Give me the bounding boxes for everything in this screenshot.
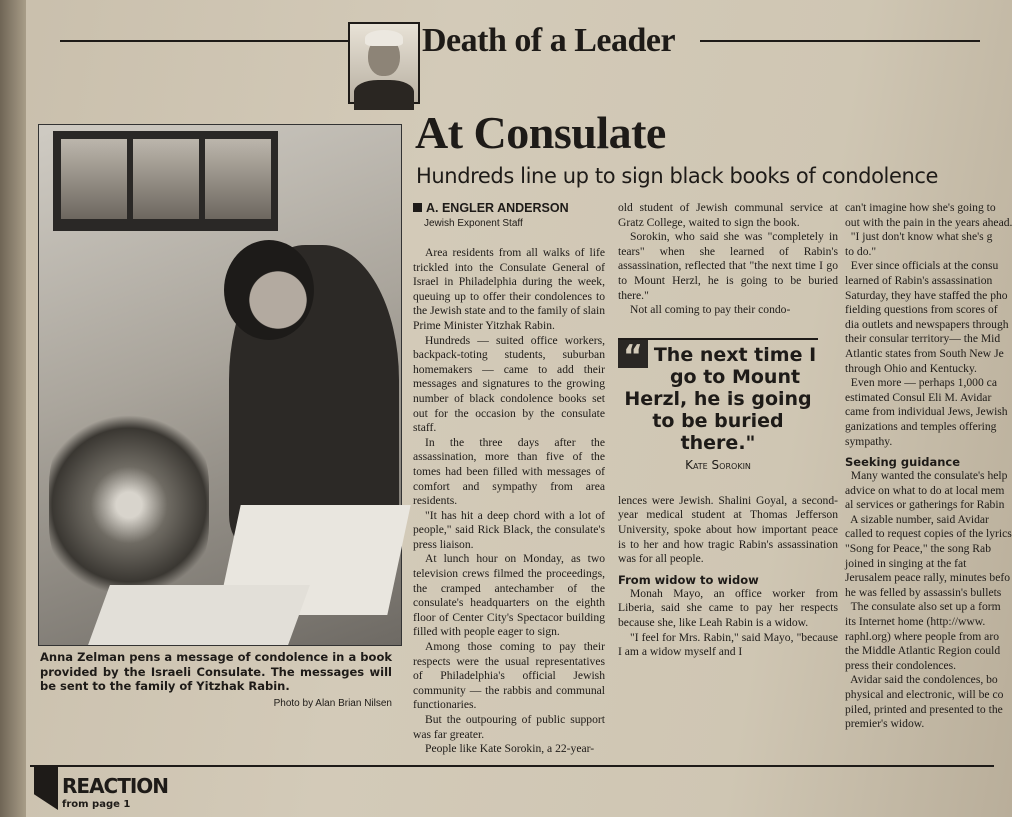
pull-quote-attribution: Kate Sorokin xyxy=(685,457,751,472)
byline-square-icon xyxy=(413,203,422,212)
paragraph: At lunch hour on Monday, as two television crews filmed the proceedings, the cramped antechamber of the consulate's headquarters on the eighth floor of Center City's Spectacor building filled with people eager to sign. xyxy=(413,552,605,639)
text-line: he was felled by assassin's bullets xyxy=(845,585,1002,599)
pull-quote-text: The next time I go to Mount Herzl, he is going to be buried there." xyxy=(624,343,817,454)
subhead-seeking-guidance: Seeking guidance xyxy=(845,455,961,470)
section-title: Death of a Leader xyxy=(422,22,676,59)
text-line: the Middle Atlantic Region could xyxy=(845,644,1001,658)
text-line: "I just don't know what she's g xyxy=(845,230,993,244)
paragraph: Sorokin, who said she was "completely in tears" when she learned of Rabin's assassination, reflected that "the next time I go to Mount Herzl, he is going to be buried there." xyxy=(618,230,838,302)
byline-affiliation: Jewish Exponent Staff xyxy=(424,218,523,229)
paragraph: But the outpouring of public support was far greater. xyxy=(413,713,605,741)
jump-label: REACTION xyxy=(62,774,169,798)
jump-from-page: from page 1 xyxy=(62,799,131,810)
text-line: learned of Rabin's assassination xyxy=(845,273,993,287)
text-line: estimated Consul Eli M. Avidar xyxy=(845,390,992,404)
text-line: Many wanted the consulate's help xyxy=(845,469,1008,483)
column-1 xyxy=(413,246,605,757)
headline: At Consulate xyxy=(415,107,666,158)
text-line: al services or gatherings for Rabin xyxy=(845,498,1005,512)
section-tab-marker xyxy=(34,765,58,810)
footer-jump xyxy=(30,765,994,815)
paragraph: Area residents from all walks of life trickled into the Consulate General of Israel in Philadelphia during the week, queuing up to offer their condolences to the Jewish state and to the family of slain Prime Minister Yitzhak Rabin. xyxy=(413,246,605,332)
paragraph: People like Kate Sorokin, a 22-year- xyxy=(425,742,595,756)
byline-name: A. ENGLER ANDERSON xyxy=(426,201,569,215)
photo-caption: Anna Zelman pens a message of condolence in a book provided by the Israeli Consulate. The messages will be sent to the family of Yitzhak Rabin. xyxy=(40,650,392,693)
text-line: through Ohio and Kentucky. xyxy=(845,361,977,375)
paragraph: Monah Mayo, an office worker from Liberia, said she came to pay her respects because she, like Leah Rabin is a widow. xyxy=(618,586,838,629)
text-line: The consulate also set up a form xyxy=(845,600,1001,614)
paragraph: old student of Jewish communal service at Gratz College, waited to sign the book. xyxy=(618,201,838,229)
text-line: A sizable number, said Avidar xyxy=(845,512,989,526)
header-rule-left xyxy=(60,40,348,42)
text-line: dia outlets and newspapers through xyxy=(845,317,1009,331)
text-line: Avidar said the condolences, bo xyxy=(845,673,998,687)
text-line: Ever since officials at the consu xyxy=(845,259,999,273)
paragraph: Not all coming to pay their condo- xyxy=(630,303,791,317)
photo-credit: Photo by Alan Brian Nilsen xyxy=(273,697,392,709)
text-line: advice on what to do at local mem xyxy=(845,483,1005,497)
text-line: its Internet home (http://www. xyxy=(845,615,986,629)
paragraph: Among those coming to pay their respects were the usual representatives of Philadelphia's official Jewish community — the rabbis and communal functionaries. xyxy=(413,640,605,712)
paragraph: "I feel for Mrs. Rabin," said Mayo, "because I am a widow myself and I xyxy=(618,630,838,659)
text-line: Atlantic states from South New Je xyxy=(845,346,1004,360)
text-line: piled, printed and presented to the xyxy=(845,702,1003,716)
header-rule-right xyxy=(700,40,980,42)
text-line: ganizations and temples offering xyxy=(845,419,997,433)
paragraph: "It has hit a deep chord with a lot of people," said Rick Black, the consulate's press liaison. xyxy=(413,508,605,551)
text-line: raphl.org) where people from aro xyxy=(845,629,999,643)
paragraph: Hundreds — suited office workers, backpack-toting students, suburban homemakers — came to add their messages and signatures to the growing number of black condolence books set out for the occasion by the consulate staff. xyxy=(413,333,605,435)
article-photo xyxy=(38,124,402,646)
text-line: sympathy. xyxy=(845,434,893,448)
text-line: called to request copies of the lyrics xyxy=(845,527,1012,541)
portrait-photo xyxy=(348,22,420,104)
page-edge xyxy=(0,0,26,817)
footer-rule xyxy=(30,765,994,767)
text-line: Jerusalem peace rally, minutes befo xyxy=(845,571,1011,585)
paragraph: In the three days after the assassination, more than five of the tomes had been filled with messages of comfort and sympathy from area residents. xyxy=(413,435,605,508)
text-line: came from individual Jews, Jewish xyxy=(845,405,1008,419)
text-line: joined in singing at the fat xyxy=(845,556,967,570)
paragraph: lences were Jewish. Shalini Goyal, a second-year medical student at Thomas Jefferson University, spoke about how important peace is to her and how tragic Rabin's assassination was for all people. xyxy=(618,493,838,566)
photo-caption-block xyxy=(40,650,392,710)
text-line: fielding questions from scores of xyxy=(845,303,998,317)
subhead-from-widow: From widow to widow xyxy=(618,572,759,587)
byline xyxy=(413,201,569,216)
text-line: Saturday, they have staffed the pho xyxy=(845,288,1008,302)
text-line: "Song for Peace," the song Rab xyxy=(845,542,991,556)
text-line: premier's widow. xyxy=(845,717,925,731)
column-2 xyxy=(618,201,838,660)
text-line: can't imagine how she's going to xyxy=(845,201,996,214)
quote-mark-icon: “ xyxy=(618,340,648,368)
text-line: Even more — perhaps 1,000 ca xyxy=(845,376,997,390)
text-line: press their condolences. xyxy=(845,658,957,672)
text-line: to do." xyxy=(845,244,877,258)
subheadline: Hundreds line up to sign black books of condolence xyxy=(416,164,939,188)
text-line: physical and electronic, will be co xyxy=(845,688,1004,701)
pull-quote xyxy=(618,338,818,472)
column-3 xyxy=(845,201,1012,732)
text-line: their consular territory— the Mid xyxy=(845,332,1001,346)
text-line: out with the pain in the years ahead. xyxy=(845,215,1012,229)
